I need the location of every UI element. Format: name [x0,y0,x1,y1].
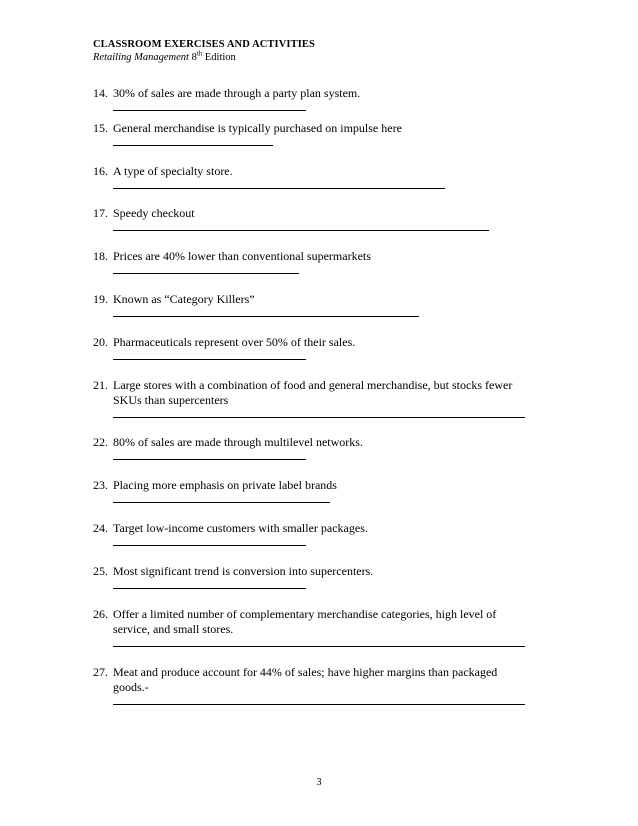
edition-number: 8 [191,52,197,63]
question-text: Placing more emphasis on private label brands [113,478,337,492]
question-14 [93,86,543,111]
answer-blank[interactable] [113,704,525,705]
answer-blank[interactable] [113,145,273,146]
page-number: 3 [316,777,322,788]
question-17 [93,206,543,231]
question-text-continued: service, and small stores. [113,622,234,636]
question-number: 24. [93,521,108,535]
answer-blank[interactable] [113,545,306,546]
edition-word: Edition [204,52,236,63]
question-text: Prices are 40% lower than conventional supermarkets [113,249,371,263]
question-number: 18. [93,249,108,263]
question-number: 21. [93,378,108,392]
question-text: Large stores with a combination of food and general merchandise, but stocks fewer [113,378,513,392]
question-24 [93,521,543,546]
question-18 [93,249,543,274]
question-19 [93,292,543,317]
question-text: Speedy checkout [113,206,195,220]
edition-suffix: th [196,49,203,58]
answer-blank[interactable] [113,502,330,503]
question-text: 30% of sales are made through a party plan system. [113,86,361,100]
question-27 [93,665,543,705]
question-15 [93,121,543,146]
answer-blank[interactable] [113,359,306,360]
question-number: 19. [93,292,108,306]
answer-blank[interactable] [113,459,306,460]
question-text: Offer a limited number of complementary merchandise categories, high level of [113,607,497,621]
question-26 [93,607,543,647]
question-text: General merchandise is typically purchased on impulse here [113,121,402,135]
answer-blank[interactable] [113,273,299,274]
answer-blank[interactable] [113,110,306,111]
question-text: A type of specialty store. [113,164,233,178]
header-subtitle [93,51,553,64]
question-number: 16. [93,164,108,178]
question-number: 27. [93,665,108,679]
question-number: 23. [93,478,108,492]
answer-blank[interactable] [113,588,306,589]
question-25 [93,564,543,589]
book-title: Retailing Management [93,52,189,63]
page-header [93,38,553,64]
question-text: 80% of sales are made through multilevel networks. [113,435,363,449]
question-text: Meat and produce account for 44% of sales; have higher margins than packaged [113,665,498,679]
question-text: Target low-income customers with smaller packages. [113,521,368,535]
answer-blank[interactable] [113,646,525,647]
question-text: Known as “Category Killers” [113,292,255,306]
question-23 [93,478,543,503]
question-text: Most significant trend is conversion into supercenters. [113,564,374,578]
question-number: 26. [93,607,108,621]
question-text: Pharmaceuticals represent over 50% of their sales. [113,335,356,349]
question-number: 15. [93,121,108,135]
question-number: 17. [93,206,108,220]
question-text-continued: goods.- [113,680,149,694]
question-number: 25. [93,564,108,578]
question-21 [93,378,543,418]
question-22 [93,435,543,460]
question-number: 22. [93,435,108,449]
question-number: 20. [93,335,108,349]
answer-blank[interactable] [113,316,419,317]
question-text-continued: SKUs than supercenters [113,393,229,407]
answer-blank[interactable] [113,188,445,189]
question-20 [93,335,543,360]
answer-blank[interactable] [113,230,489,231]
question-16 [93,164,543,189]
question-number: 14. [93,86,108,100]
answer-blank[interactable] [113,417,525,418]
header-title: CLASSROOM EXERCISES AND ACTIVITIES [93,39,315,50]
